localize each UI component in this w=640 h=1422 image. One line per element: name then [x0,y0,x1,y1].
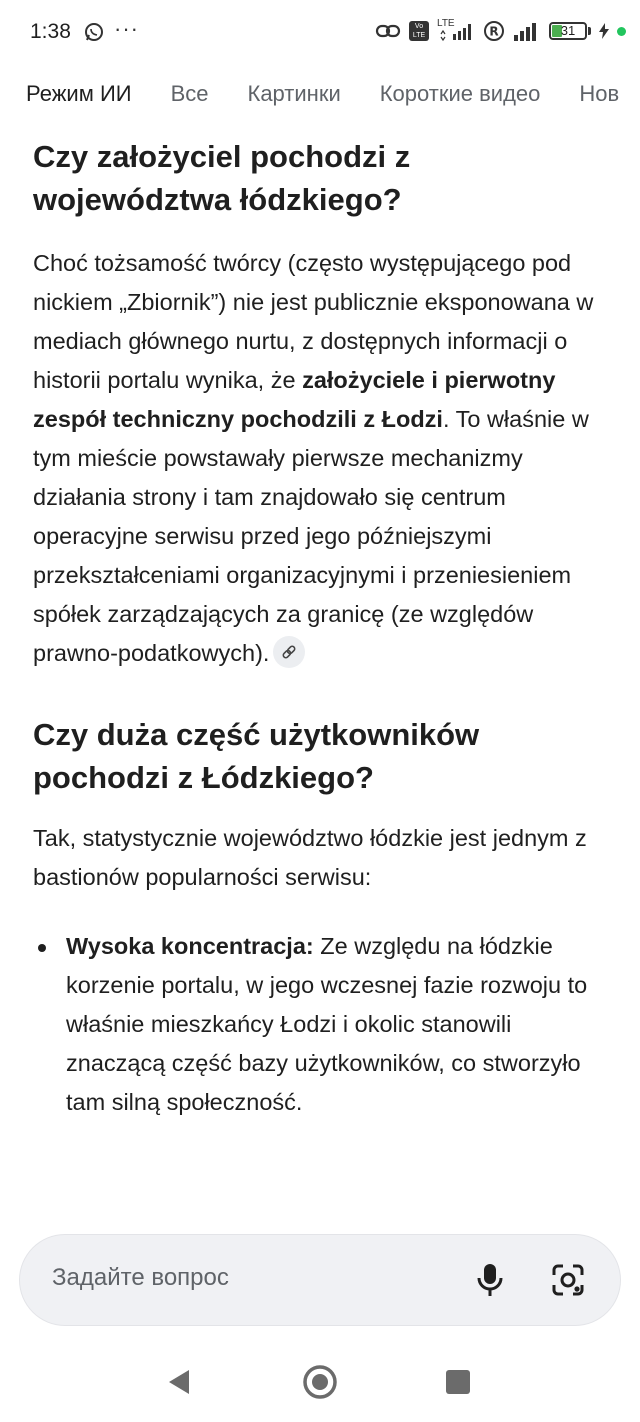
tab-short-videos[interactable]: Короткие видео [379,81,541,106]
ask-bar[interactable] [20,1235,620,1325]
battery-icon [549,22,587,40]
paragraph-founder [33,244,603,673]
tab-images[interactable]: Картинки [247,81,341,106]
link-icon [281,644,297,660]
back-button[interactable] [166,1368,192,1401]
mic-button[interactable] [472,1261,508,1299]
ai-answer [33,130,603,1213]
recent-apps-button[interactable] [446,1370,470,1394]
volte-icon: Vo LTE [409,21,429,41]
heading-founder: Czy założyciel pochodzi z województwa łódzkiego? [33,139,411,217]
navigation-bar [0,1340,640,1422]
ask-input[interactable]: Задайте вопрос [52,1264,229,1291]
heading-users: Czy duża część użytkowników pochodzi z Łódzkiego? [33,717,480,795]
source-link-button[interactable] [273,636,305,668]
lens-button[interactable] [548,1260,588,1300]
charging-icon [599,23,609,39]
tab-all[interactable]: Все [170,81,209,106]
tab-ai-mode[interactable]: Режим ИИ [26,81,132,106]
paragraph-users: Tak, statystycznie województwo łódzkie jest jednym z bastionów popularności serwisu: [33,825,587,890]
bullet-list [33,927,603,1122]
link-icon [375,21,401,41]
status-bar [0,0,640,58]
lte-signal-icon [437,20,475,42]
signal-icon [513,21,541,41]
search-tabs [0,58,640,130]
list-item [66,927,603,1122]
bullet-text: Ze względu na łódzkie korzenie portalu, w jego wczesnej fazie rozwoju to właśnie mieszkańcy Łodzi i okolic stanowili znaczącą część bazy użytkowników, co stworzyło tam silną społeczność. [66,933,588,1115]
whatsapp-icon [84,22,104,42]
lte-label: LTE [437,18,455,29]
bullet-bold: Wysoka koncentracja: [66,933,314,959]
lens-icon [551,1263,585,1297]
home-button[interactable] [302,1364,338,1405]
svg-text:R: R [489,24,499,39]
paragraph-founder-bold: założyciele i pierwotny zespół techniczny pochodzili z Łodzi [33,367,556,432]
green-dot [617,27,626,36]
paragraph-founder-text-b: . To właśnie w tym mieście powstawały pierwsze mechanizmy działania strony i tam znajdowało się centrum operacyjne serwisu przed jego późniejszymi przekształceniami organizacyjnymi i przeniesieniem spółek zarządzających za granicę (ze względów prawno-podatkowych). [33,406,589,666]
tab-news[interactable]: Нов [579,81,620,106]
more-dots-icon: ··· [114,16,139,41]
status-time: 1:38 [30,20,71,43]
paragraph-founder-text-a: Choć tożsamość twórcy (często występującego pod nickiem „Zbiornik”) nie jest publicznie eksponowana w mediach głównego nurtu, z dostępnych informacji o historii portalu wynika, że [33,250,594,393]
back-icon [166,1368,192,1396]
mic-icon [476,1263,504,1297]
battery-level: 31 [560,23,576,38]
home-icon [302,1364,338,1400]
registered-icon [483,20,505,42]
